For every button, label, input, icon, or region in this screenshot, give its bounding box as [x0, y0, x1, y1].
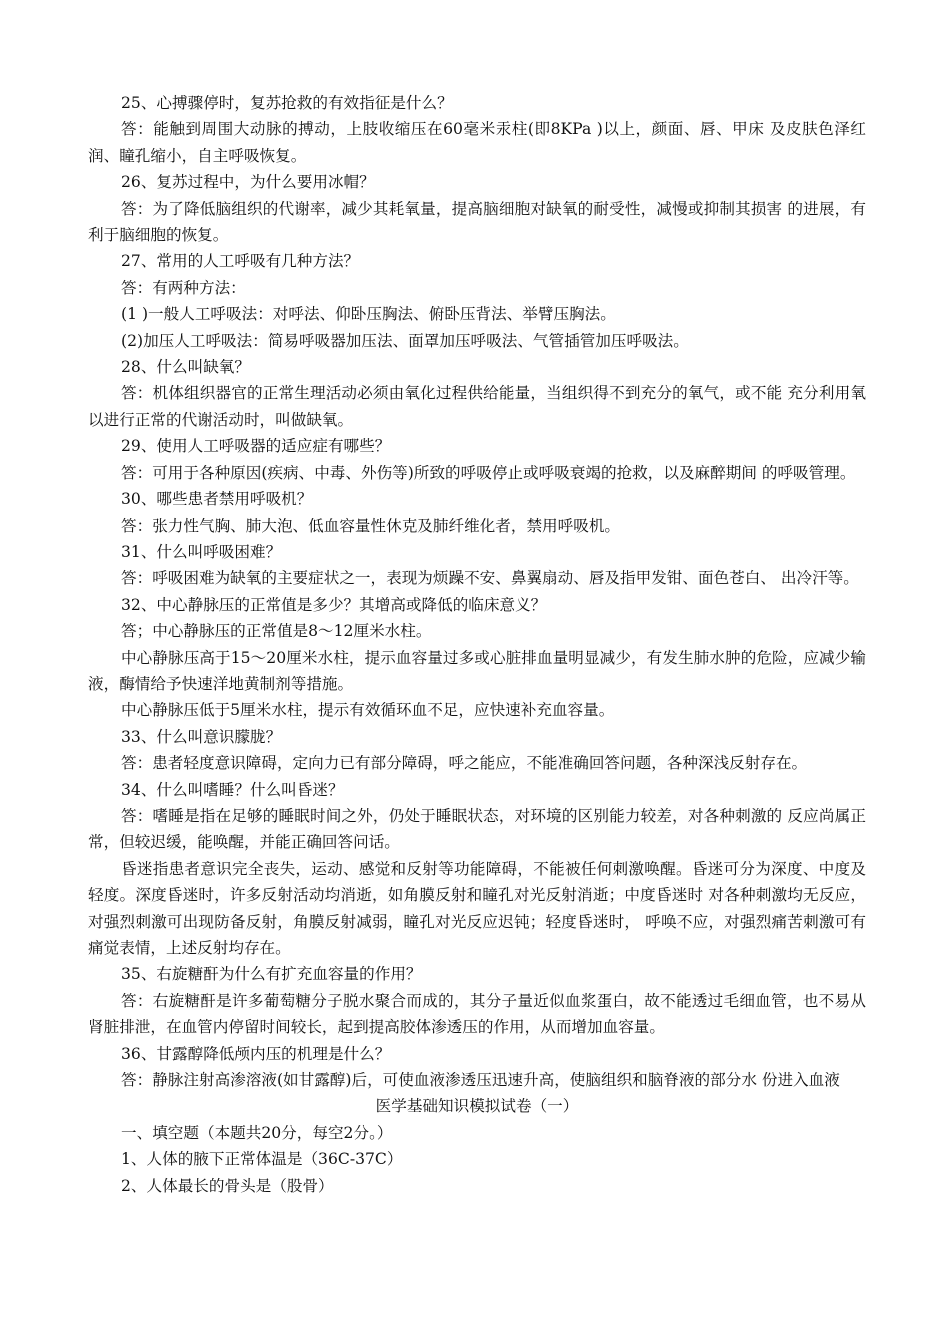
- answer-35: 答：右旋糖酐是许多葡萄糖分子脱水聚合而成的，其分子量近似血浆蛋白，故不能透过毛细血管，也不易从肾脏排泄，在血管内停留时间较长，起到提高胶体渗透压的作用，从而增加血容量。: [88, 991, 866, 1037]
- question-36: 36、甘露醇降低颅内压的机理是什么？: [121, 1044, 391, 1063]
- question-29: 29、使用人工呼吸器的适应症有哪些？: [121, 437, 391, 456]
- answer-32-high: 中心静脉压高于15〜20厘米水柱，提示血容量过多或心脏排血量明显减少，有发生肺水肿的危险，应减少输液，酶情给予快速洋地黄制剂等措施。: [88, 648, 866, 693]
- question-34: 34、什么叫嗜睡？什么叫昏迷？: [121, 780, 344, 799]
- question-33: 33、什么叫意识朦胧？: [121, 727, 282, 746]
- answer-26: 答：为了降低脑组织的代谢率，减少其耗氧量，提高脑细胞对缺氧的耐受性，减慢或抑制其损害 的进展，有利于脑细胞的恢复。: [88, 199, 866, 245]
- question-31: 31、什么叫呼吸困难？: [121, 542, 282, 561]
- answer-27: 答：有两种方法：: [121, 278, 246, 297]
- answer-29: 答：可用于各种原因(疾病、中毒、外伤等)所致的呼吸停止或呼吸衰竭的抢救，以及麻醉期间 的呼吸管理。: [121, 463, 856, 482]
- answer-31: 答：呼吸困难为缺氧的主要症状之一，表现为烦躁不安、鼻翼扇动、唇及指甲发钳、面色苍白、 出冷汗等。: [121, 569, 859, 588]
- answer-34-drowsiness: 答：嗜睡是指在足够的睡眠时间之外，仍处于睡眠状态，对环境的区别能力较差，对各种刺激的 反应尚属正常，但较迟缓，能唤醒，并能正确回答问话。: [88, 806, 866, 852]
- answer-34-coma: 昏迷指患者意识完全丧失，运动、感觉和反射等功能障碍，不能被任何刺激唤醒。昏迷可分为深度、中度及轻度。深度昏迷时，许多反射活动均消逝，如角膜反射和瞳孔对光反射消逝；中度昏迷时 对各种刺激均无反应，对强烈刺激可出现防备反射，角膜反射减弱，瞳孔对光反应迟钝；轻度昏迷时， 呼唤不应，对强烈痛苦刺激可有痛觉表情，上述反射均存在。: [88, 859, 866, 957]
- fill-in-item-1: 1、人体的腋下正常体温是（36C-37C）: [121, 1150, 403, 1169]
- answer-27-item-1: (1 )一般人工呼吸法：对呼法、仰卧压胸法、俯卧压背法、举臂压胸法。: [121, 305, 616, 324]
- question-25: 25、心搏骤停时，复苏抢救的有效指征是什么？: [121, 94, 453, 112]
- answer-30: 答：张力性气胸、肺大泡、低血容量性休克及肺纤维化者，禁用呼吸机。: [121, 516, 621, 535]
- answer-36: 答：静脉注射高渗溶液(如甘露醇)后，可使血液渗透压迅速升高，使脑组织和脑脊液的部分水 份进入血液: [121, 1071, 840, 1090]
- fill-in-item-2: 2、人体最长的骨头是（股骨）: [121, 1176, 334, 1195]
- question-26: 26、复苏过程中，为什么要用冰帽？: [121, 173, 375, 192]
- question-28: 28、什么叫缺氧？: [121, 358, 250, 377]
- exam-title: 医学基础知识模拟试卷（一）: [375, 1097, 579, 1116]
- section-heading-fill-in: 一、填空题（本题共20分，每空2分。）: [121, 1123, 393, 1142]
- answer-25: 答：能触到周围大动脉的搏动，上肢收缩压在60毫米汞柱(即8KPa )以上，颜面、唇、甲床 及皮肤色泽红润、瞳孔缩小，自主呼吸恢复。: [88, 120, 866, 165]
- question-32: 32、中心静脉压的正常值是多少？其增高或降低的临床意义？: [121, 595, 547, 614]
- answer-32: 答；中心静脉压的正常值是8〜12厘米水柱。: [121, 622, 432, 641]
- question-30: 30、哪些患者禁用呼吸机？: [121, 490, 313, 509]
- answer-33: 答：患者轻度意识障碍，定向力已有部分障碍，呼之能应，不能准确回答问题，各种深浅反射存在。: [121, 754, 808, 773]
- answer-27-item-2: (2)加压人工呼吸法：简易呼吸器加压法、面罩加压呼吸法、气管插管加压呼吸法。: [121, 331, 689, 350]
- answer-32-low: 中心静脉压低于5厘米水柱，提示有效循环血不足，应快速补充血容量。: [121, 701, 615, 720]
- question-35: 35、右旋糖酐为什么有扩充血容量的作用？: [121, 965, 422, 984]
- answer-28: 答：机体组织器官的正常生理活动必须由氧化过程供给能量，当组织得不到充分的氧气，或不能 充分利用氧以进行正常的代谢活动时，叫做缺氧。: [88, 384, 866, 429]
- question-27: 27、常用的人工呼吸有几种方法？: [121, 252, 360, 271]
